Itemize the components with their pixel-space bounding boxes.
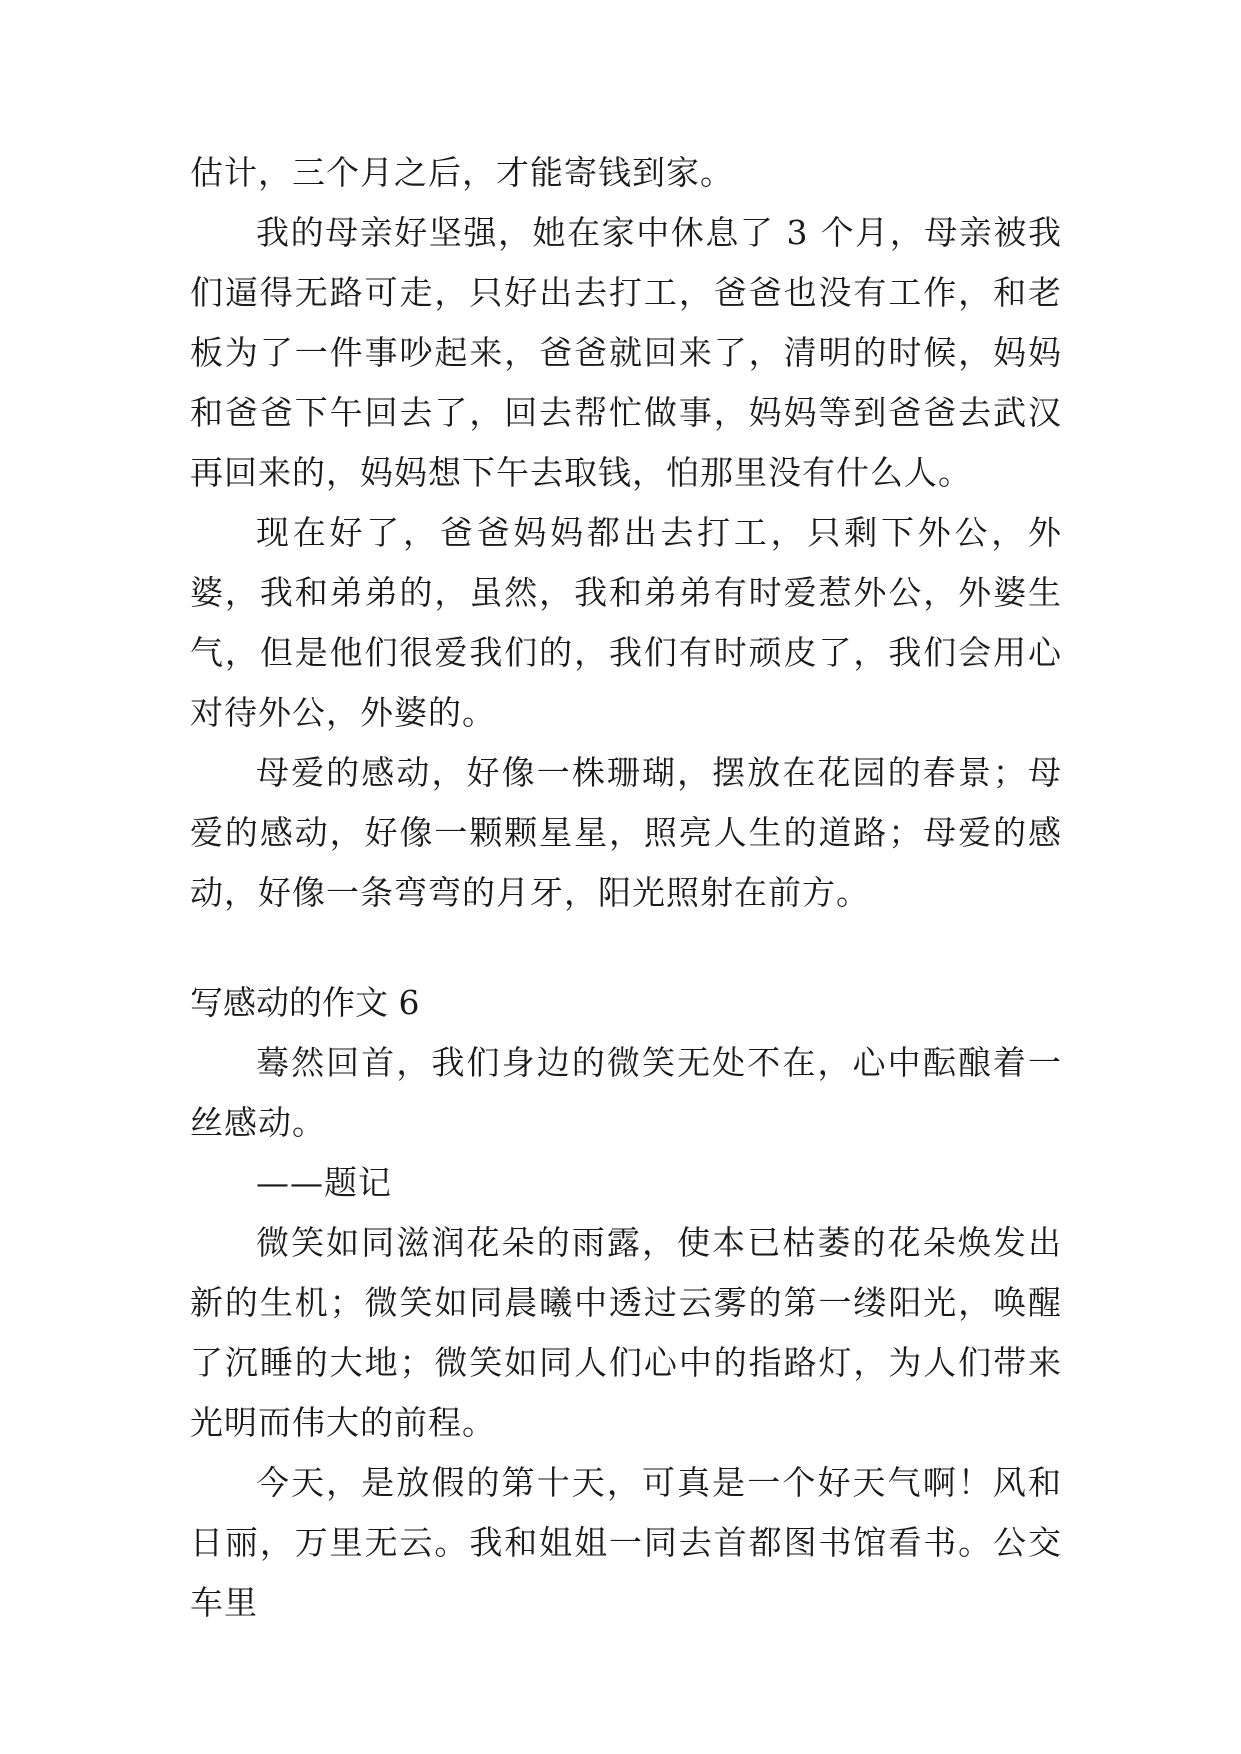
epigraph-attribution: ——题记	[256, 1163, 392, 1202]
section-title: 写感动的作文 6	[190, 983, 420, 1022]
paragraph: 现在好了，爸爸妈妈都出去打工，只剩下外公，外婆，我和弟弟的，虽然，我和弟弟有时爱惹外公，外婆生气，但是他们很爱我们的，我们有时顽皮了，我们会用心对待外公，外婆的。	[190, 513, 1062, 732]
continuation-paragraph: 估计，三个月之后，才能寄钱到家。	[190, 153, 734, 192]
paragraph: 今天，是放假的第十天，可真是一个好天气啊！风和日丽，万里无云。我和姐姐一同去首都图书馆看书。公交车里	[190, 1463, 1062, 1622]
paragraph: 我的母亲好坚强，她在家中休息了 3 个月，母亲被我们逼得无路可走，只好出去打工，爸爸也没有工作，和老板为了一件事吵起来，爸爸就回来了，清明的时候，妈妈和爸爸下午回去了，回去帮忙做事，妈妈等到爸爸去武汉再回来的，妈妈想下午去取钱，怕那里没有什么人。	[190, 213, 1062, 492]
paragraph: 微笑如同滋润花朵的雨露，使本已枯萎的花朵焕发出新的生机；微笑如同晨曦中透过云雾的第一缕阳光，唤醒了沉睡的大地；微笑如同人们心中的指路灯，为人们带来光明而伟大的前程。	[190, 1223, 1062, 1442]
section-one-body	[190, 143, 1062, 923]
paragraph: 母爱的感动，好像一株珊瑚，摆放在花园的春景；母爱的感动，好像一颗颗星星，照亮人生的道路；母爱的感动，好像一条弯弯的月牙，阳光照射在前方。	[190, 753, 1062, 912]
section-two-body	[190, 1033, 1062, 1633]
paragraph: 蓦然回首，我们身边的微笑无处不在，心中酝酿着一丝感动。	[190, 1043, 1062, 1142]
